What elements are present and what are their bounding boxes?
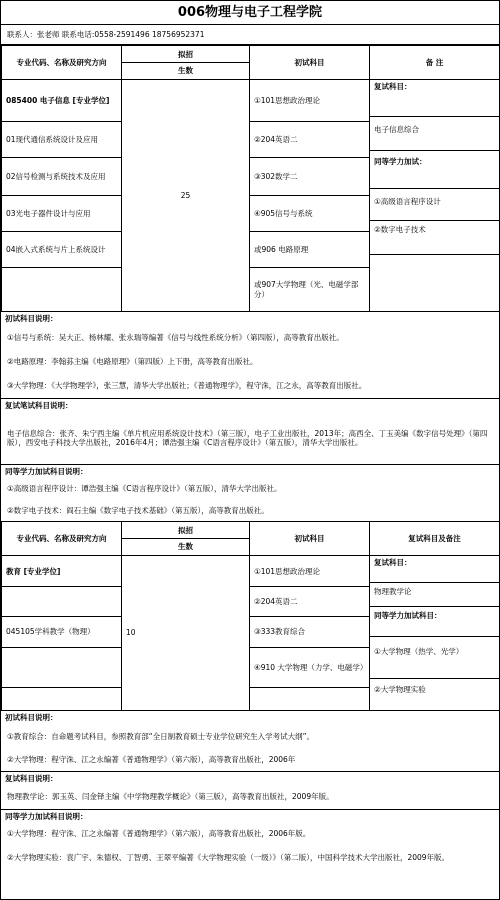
- note-heading: 同等学力加试科目说明：: [1, 809, 499, 823]
- exam-item: ③333教育综合: [250, 616, 370, 647]
- direction-item: 02信号检测与系统技术及应用: [2, 158, 122, 196]
- note-heading: 同等学力加试科目说明：: [1, 464, 499, 478]
- exam-item: ④905信号与系统: [250, 196, 370, 232]
- header-major: 专业代码、名称及研究方向: [2, 46, 122, 80]
- note-text: ②电路原理：李翰荪主编《电路原理》（第四版）上下册，高等教育出版社。: [7, 357, 258, 367]
- header-major: 专业代码、名称及研究方向: [2, 522, 122, 556]
- quota-count: 10: [122, 556, 250, 711]
- note-text: ①教育综合：自命题考试科目，参照教育部“全日制教育硕士专业学位研究生入学考试大纲”。: [7, 732, 314, 742]
- header-quota-bottom: 生数: [178, 65, 193, 75]
- note-text: 物理教学论：郭玉英、闫金铎主编《中学物理教学概论》（第三版），高等教育出版社，2009年版。: [7, 792, 334, 802]
- note-text: ②大学物理实验：袁广宇、朱德权、丁智勇、王翠平编著《大学物理实验（一级）》（第二版），中国科学技术大学出版社，2009年版。: [7, 853, 450, 863]
- remark-item: ②大学物理实验: [370, 678, 499, 710]
- exam-item: ①101思想政治理论: [250, 80, 370, 122]
- exam-item: ②204英语二: [250, 122, 370, 158]
- note-text: ①大学物理：程守洙、江之永编著《普通物理学》（第六版），高等教育出版社，2006年版。: [7, 829, 311, 839]
- notes2-block: [1, 711, 499, 871]
- header-quota-top: 拟招: [122, 47, 249, 63]
- exam-item: 或906 电路原理: [250, 232, 370, 268]
- remark-item: 复试科目：: [374, 82, 412, 91]
- header-exam: 初试科目: [250, 522, 370, 556]
- direction-item: 045105学科教学（物理）: [2, 616, 122, 647]
- header-quota-top: 拟招: [122, 523, 249, 539]
- note-text: ②数字电子技术：阎石主编《数字电子技术基础》（第五版），高等教育出版社。: [7, 506, 269, 516]
- direction-item: 03光电子器件设计与应用: [2, 196, 122, 232]
- page-title: 006物理与电子工程学院: [1, 1, 499, 25]
- quota-count: 25: [122, 80, 250, 312]
- exam-item: ①101思想政治理论: [250, 556, 370, 587]
- note-text: ③大学物理：《大学物理学》，张三慧，清华大学出版社；《普通物理学》，程守洙，江之永，高等教育出版社。: [7, 381, 367, 391]
- remark-item: ②数字电子技术: [370, 220, 499, 254]
- section2-table: [1, 521, 500, 711]
- section1-table: [1, 45, 500, 312]
- note-heading: 复试科目说明：: [1, 771, 499, 785]
- remark-item: 物理教学论: [370, 582, 499, 606]
- remark-item: 电子信息综合: [370, 116, 499, 150]
- remark-item: ①高级语言程序设计: [370, 188, 499, 220]
- note-text: 电子信息综合：张齐、朱宁西主编《单片机应用系统设计技术》（第三版），电子工业出版社，2013年；高西全、丁玉美编《数字信号处理》（第四版），西安电子科技大学出版社，2016年4月；谭浩强主编《C语言程序设计》（第五版），清华大学出版社。: [7, 428, 488, 447]
- major-name: 085400 电子信息 [专业学位]: [2, 80, 122, 122]
- major-name: 教育 [专业学位]: [2, 556, 122, 587]
- exam-item: 或907大学物理（光、电磁学部分）: [250, 268, 370, 312]
- note-heading: 初试科目说明：: [5, 713, 58, 722]
- exam-item: ②204英语二: [250, 587, 370, 616]
- note-heading: 复试笔试科目说明：: [1, 398, 499, 412]
- header-remarks: 备 注: [370, 46, 500, 80]
- note-text: ①高级语言程序设计：谭浩强主编《C语言程序设计》（第五版），清华大学出版社。: [7, 484, 282, 494]
- remark-item: ①大学物理（热学、光学）: [370, 636, 499, 678]
- note-text: ①信号与系统：吴大正、杨林耀、张永瑞等编著《信号与线性系统分析》（第四版），高等教育出版社。: [7, 333, 344, 343]
- note-heading: 初试科目说明：: [5, 314, 58, 323]
- direction-item: 04嵌入式系统与片上系统设计: [2, 232, 122, 268]
- remark-item: 复试科目：: [374, 558, 412, 567]
- note-text: ②大学物理：程守洙、江之永编著《普通物理学》（第六版），高等教育出版社，2006年: [7, 755, 296, 765]
- notes1-block: [1, 312, 499, 522]
- exam-item: ③302数学二: [250, 158, 370, 196]
- contact-info: 联系人：张老师 联系电话:0558-2591496 18756952371: [1, 25, 499, 45]
- header-remarks: 复试科目及备注: [370, 522, 500, 556]
- remark-item: 同等学力加试科目：: [370, 606, 499, 636]
- direction-item: 01现代通信系统设计及应用: [2, 122, 122, 158]
- remark-item: 同等学力加试：: [370, 150, 499, 188]
- exam-item: ④910 大学物理（力学、电磁学）: [250, 648, 370, 688]
- header-quota-bottom: 生数: [178, 541, 193, 551]
- header-exam: 初试科目: [250, 46, 370, 80]
